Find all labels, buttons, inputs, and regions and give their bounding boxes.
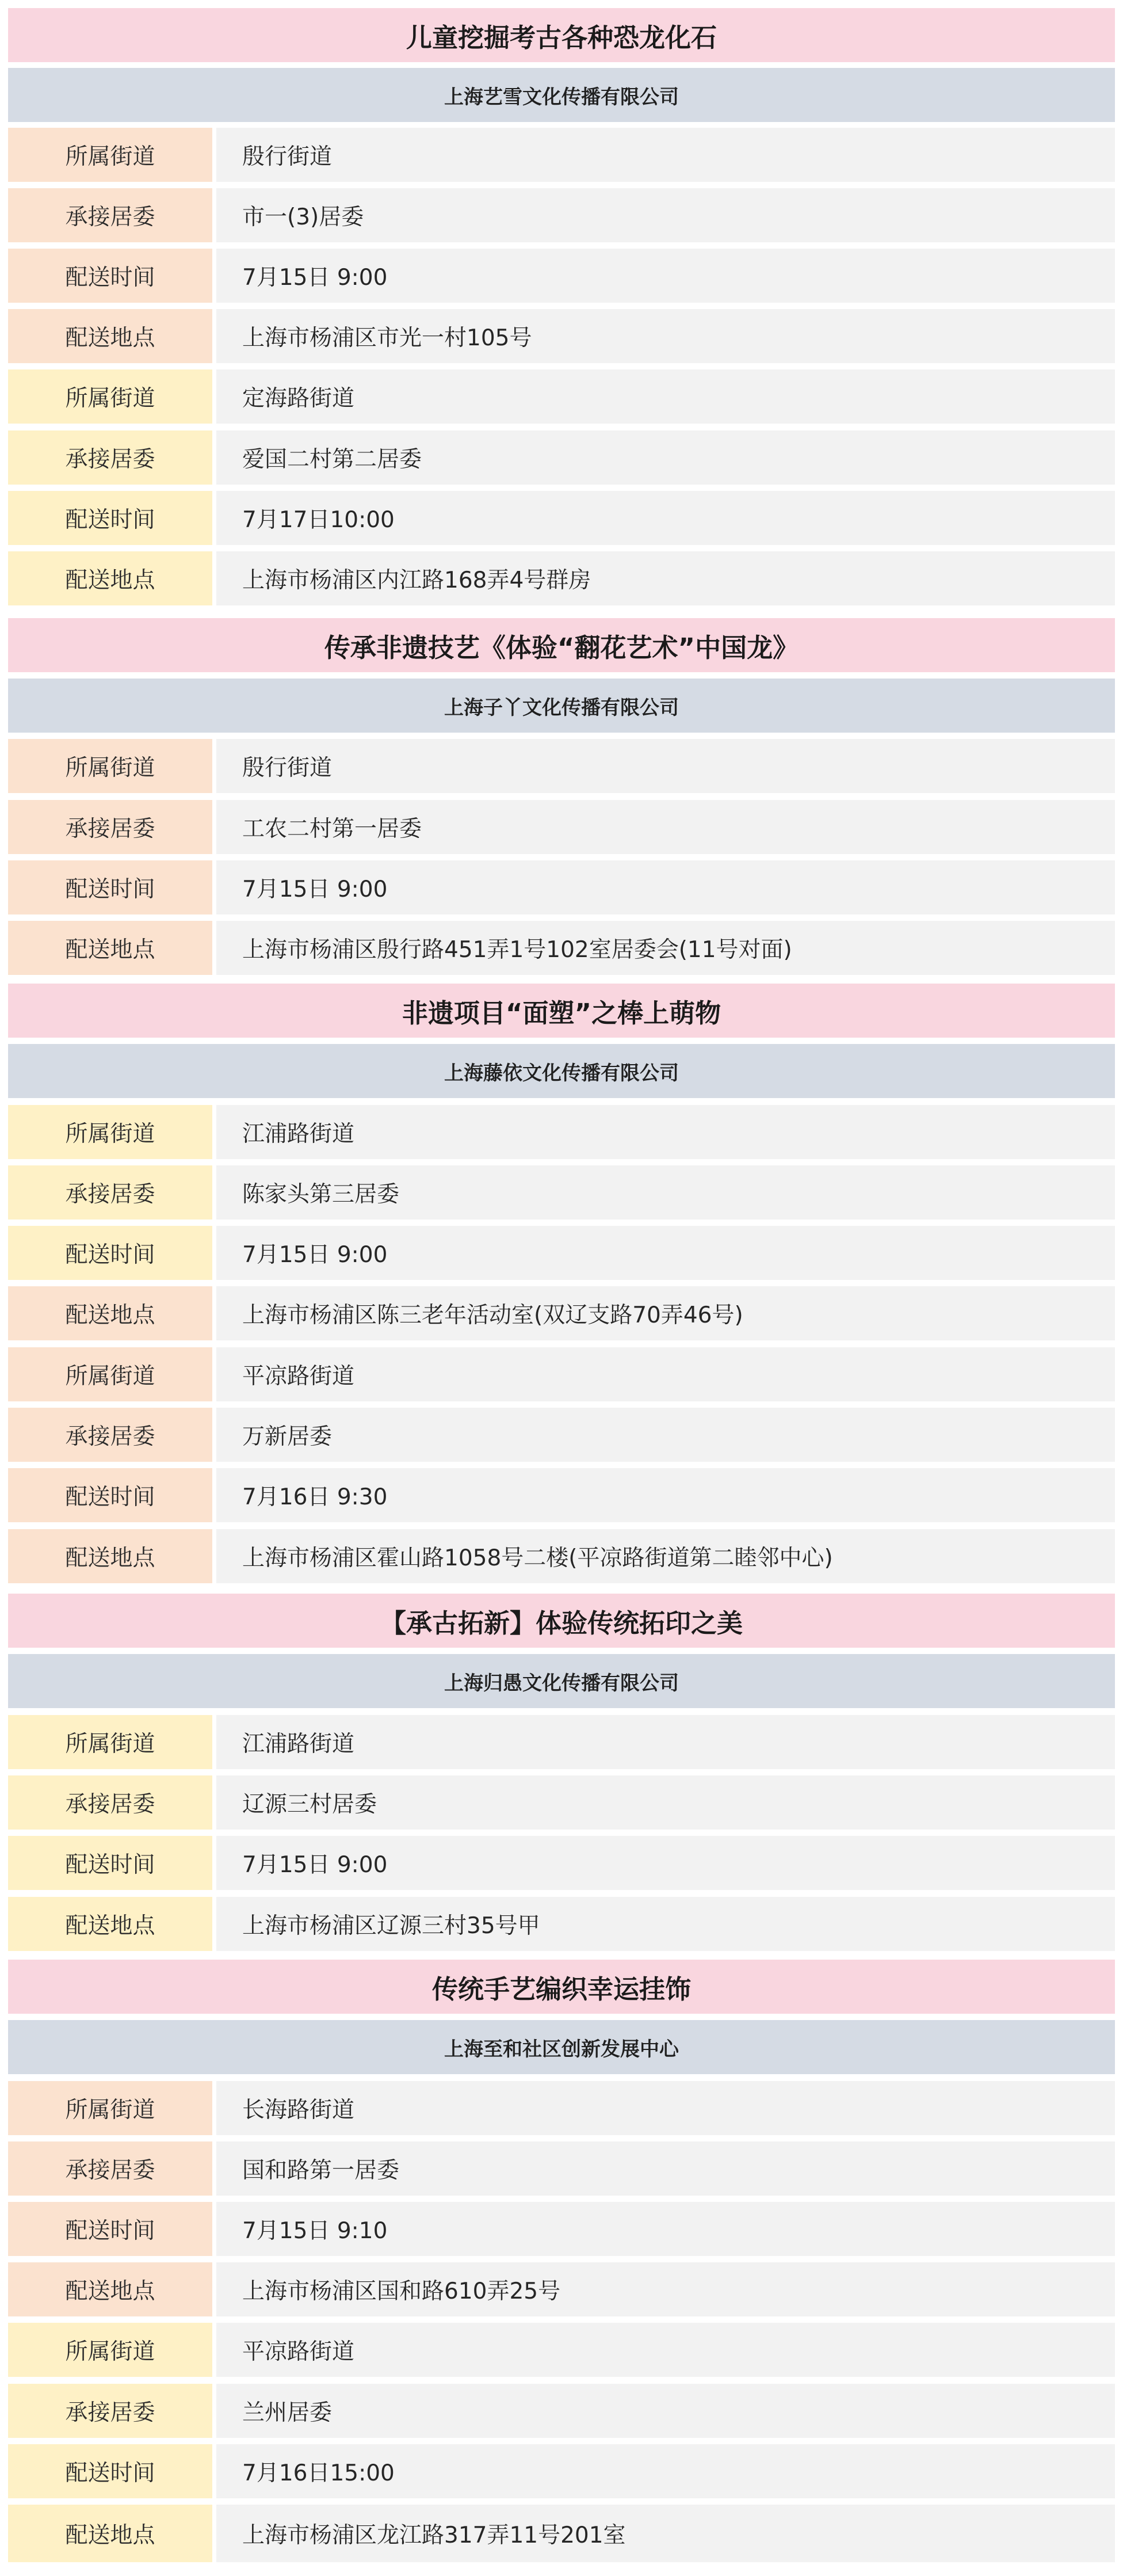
organizer-name: 上海艺雪文化传播有限公司 (8, 68, 1115, 122)
row-value: 7月16日 9:30 (216, 1468, 1115, 1522)
row-label: 所属街道 (8, 1715, 212, 1769)
row-value: 上海市杨浦区陈三老年活动室(双辽支路70弄46号) (216, 1286, 1115, 1340)
table-row (8, 2262, 1115, 2316)
table-row (8, 1468, 1115, 1522)
row-label: 配送地点 (8, 2505, 212, 2562)
section-title: 儿童挖掘考古各种恐龙化石 (8, 8, 1115, 62)
row-value: 7月15日 9:00 (216, 249, 1115, 303)
row-value: 上海市杨浦区殷行路451弄1号102室居委会(11号对面) (216, 921, 1115, 975)
row-label: 承接居委 (8, 1408, 212, 1462)
section-title: 传承非遗技艺《体验“翻花艺术”中国龙》 (8, 618, 1115, 672)
row-value: 江浦路街道 (216, 1715, 1115, 1769)
table-row (8, 1775, 1115, 1830)
row-value: 辽源三村居委 (216, 1775, 1115, 1830)
row-value: 平凉路街道 (216, 1347, 1115, 1401)
row-value: 长海路街道 (216, 2081, 1115, 2135)
table-row (8, 369, 1115, 424)
row-value: 7月15日 9:00 (216, 1226, 1115, 1280)
row-label: 承接居委 (8, 2384, 212, 2438)
row-value: 殷行街道 (216, 739, 1115, 793)
row-label: 配送时间 (8, 1468, 212, 1522)
row-value: 万新居委 (216, 1408, 1115, 1462)
table-row (8, 800, 1115, 854)
row-label: 承接居委 (8, 188, 212, 242)
table-row (8, 249, 1115, 303)
row-value: 上海市杨浦区内江路168弄4号群房 (216, 551, 1115, 605)
row-label: 所属街道 (8, 369, 212, 424)
table-row (8, 739, 1115, 793)
table-row (8, 1286, 1115, 1340)
section-title: 传统手艺编织幸运挂饰 (8, 1960, 1115, 2014)
table-row (8, 551, 1115, 605)
row-value: 7月17日10:00 (216, 491, 1115, 545)
row-value: 7月16日15:00 (216, 2444, 1115, 2498)
row-value: 江浦路街道 (216, 1105, 1115, 1159)
row-value: 上海市杨浦区龙江路317弄11号201室 (216, 2505, 1115, 2562)
section-title: 【承古拓新】体验传统拓印之美 (8, 1594, 1115, 1648)
row-label: 承接居委 (8, 2141, 212, 2196)
row-label: 配送时间 (8, 2202, 212, 2256)
row-label: 配送时间 (8, 860, 212, 914)
row-value: 上海市杨浦区霍山路1058号二楼(平凉路街道第二睦邻中心) (216, 1529, 1115, 1583)
row-label: 配送地点 (8, 1529, 212, 1583)
table-row (8, 1836, 1115, 1890)
table-row (8, 309, 1115, 363)
row-label: 配送地点 (8, 1286, 212, 1340)
row-label: 配送地点 (8, 2262, 212, 2316)
row-value: 爱国二村第二居委 (216, 430, 1115, 485)
table-row (8, 1529, 1115, 1583)
table-row (8, 128, 1115, 182)
table-row (8, 1226, 1115, 1280)
row-value: 兰州居委 (216, 2384, 1115, 2438)
row-value: 定海路街道 (216, 369, 1115, 424)
row-label: 承接居委 (8, 1775, 212, 1830)
row-label: 承接居委 (8, 1165, 212, 1220)
row-value: 上海市杨浦区国和路610弄25号 (216, 2262, 1115, 2316)
row-label: 配送地点 (8, 1897, 212, 1951)
organizer-name: 上海藤依文化传播有限公司 (8, 1044, 1115, 1098)
row-value: 上海市杨浦区辽源三村35号甲 (216, 1897, 1115, 1951)
row-value: 平凉路街道 (216, 2323, 1115, 2377)
table-row (8, 491, 1115, 545)
table-row (8, 1347, 1115, 1401)
table-row (8, 2202, 1115, 2256)
row-value: 市一(3)居委 (216, 188, 1115, 242)
table-row (8, 2505, 1115, 2562)
table-row (8, 2081, 1115, 2135)
row-label: 所属街道 (8, 739, 212, 793)
row-label: 所属街道 (8, 128, 212, 182)
table-row (8, 1165, 1115, 1220)
row-value: 7月15日 9:10 (216, 2202, 1115, 2256)
row-label: 配送地点 (8, 921, 212, 975)
row-value: 工农二村第一居委 (216, 800, 1115, 854)
table-row (8, 1715, 1115, 1769)
row-label: 配送时间 (8, 1226, 212, 1280)
row-value: 国和路第一居委 (216, 2141, 1115, 2196)
row-label: 配送时间 (8, 2444, 212, 2498)
row-label: 配送时间 (8, 1836, 212, 1890)
row-label: 所属街道 (8, 2081, 212, 2135)
table-row (8, 1897, 1115, 1951)
row-label: 配送时间 (8, 491, 212, 545)
table-row (8, 1408, 1115, 1462)
row-label: 配送地点 (8, 551, 212, 605)
row-value: 7月15日 9:00 (216, 860, 1115, 914)
row-label: 承接居委 (8, 430, 212, 485)
row-label: 所属街道 (8, 1347, 212, 1401)
row-label: 配送时间 (8, 249, 212, 303)
table-row (8, 2323, 1115, 2377)
organizer-name: 上海子丫文化传播有限公司 (8, 679, 1115, 733)
row-label: 所属街道 (8, 1105, 212, 1159)
organizer-name: 上海归愚文化传播有限公司 (8, 1654, 1115, 1708)
row-label: 配送地点 (8, 309, 212, 363)
row-value: 殷行街道 (216, 128, 1115, 182)
table-row (8, 188, 1115, 242)
table-row (8, 430, 1115, 485)
table-row (8, 2141, 1115, 2196)
row-label: 承接居委 (8, 800, 212, 854)
table-row (8, 921, 1115, 975)
table-row (8, 1105, 1115, 1159)
row-value: 陈家头第三居委 (216, 1165, 1115, 1220)
row-label: 所属街道 (8, 2323, 212, 2377)
row-value: 7月15日 9:00 (216, 1836, 1115, 1890)
table-row (8, 860, 1115, 914)
section-title: 非遗项目“面塑”之棒上萌物 (8, 984, 1115, 1038)
row-value: 上海市杨浦区市光一村105号 (216, 309, 1115, 363)
table-row (8, 2444, 1115, 2498)
organizer-name: 上海至和社区创新发展中心 (8, 2020, 1115, 2074)
table-row (8, 2384, 1115, 2438)
